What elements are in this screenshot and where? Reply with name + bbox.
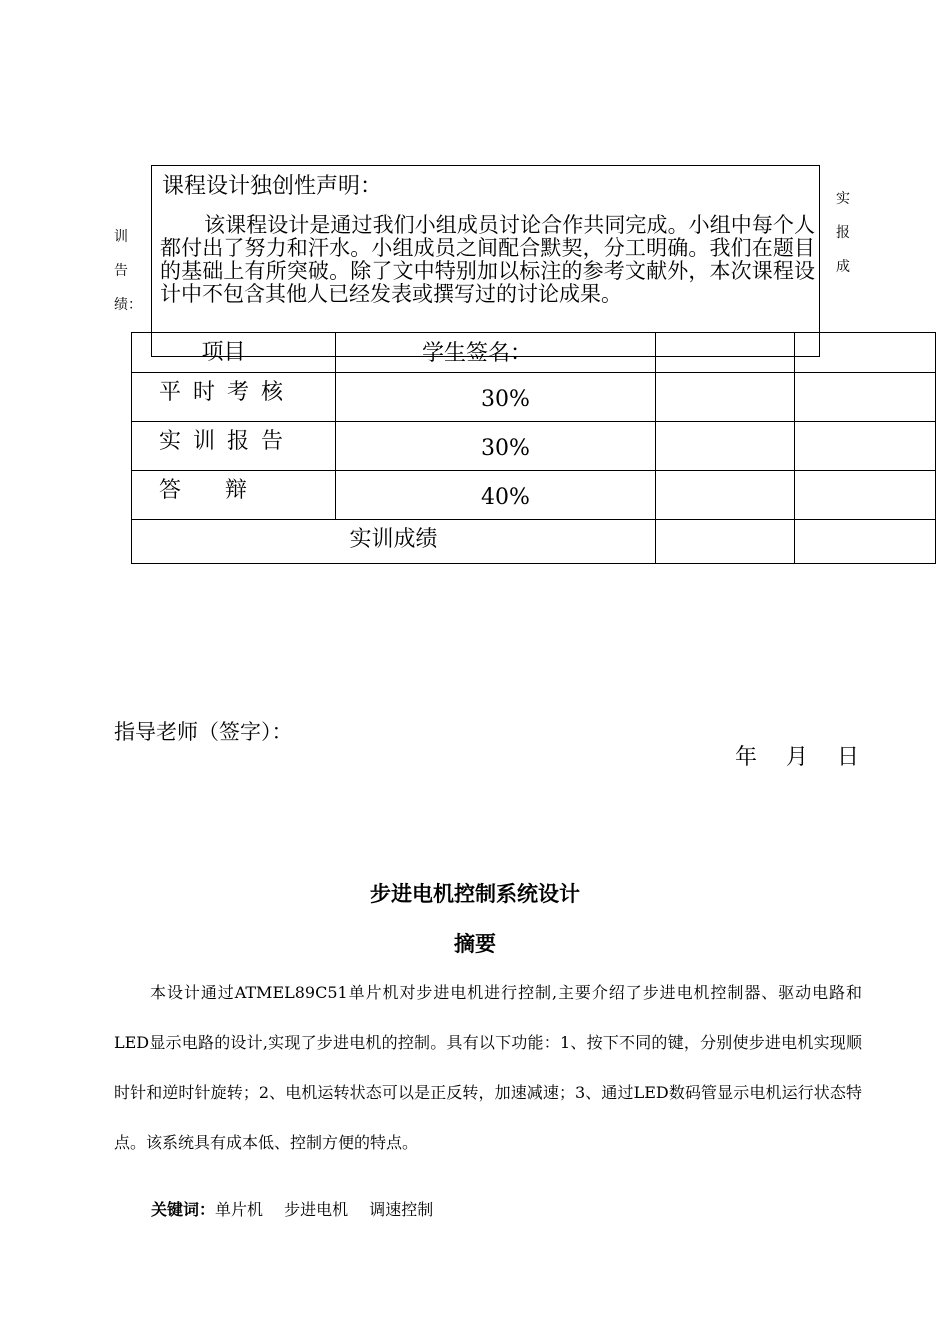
keywords-line — [151, 1197, 433, 1220]
side-right-char-1: 实 — [836, 191, 850, 207]
table-row — [132, 471, 936, 520]
row-blank — [795, 471, 936, 520]
document-title: 步进电机控制系统设计 — [370, 881, 580, 906]
advisor-signature-label: 指导老师（签字）： — [114, 720, 293, 744]
table-row — [132, 422, 936, 471]
date-label: 年 月 日 — [735, 745, 859, 770]
student-signature-label: 学生签名： — [422, 341, 533, 366]
row-item: 答 辩 — [132, 471, 336, 520]
row-blank — [795, 422, 936, 471]
row-blank — [656, 373, 795, 422]
row-blank — [795, 520, 936, 564]
abstract-heading: 摘要 — [454, 931, 496, 956]
abstract-paragraph: 本设计通过ATMEL89C51单片机对步进电机进行控制,主要介绍了步进电机控制器、驱动电路和LED显示电路的设计,实现了步进电机的控制。具有以下功能：1、按下不同的键，分别使步进电机实现顺时针和逆时针旋转；2、电机运转状态可以是正反转，加速减速；3、通过LED数码管显示电机运行状态特点。该系统具有成本低、控制方便的特点。 — [114, 983, 862, 1152]
declaration-body: 该课程设计是通过我们小组成员讨论合作共同完成。小组中每个人都付出了努力和汗水。小组成员之间配合默契，分工明确。我们在题目的基础上有所突破。除了文中特别加以标注的参考文献外，本次课程设计中不包含其他人已经发表或撰写过的讨论成果。 — [160, 213, 815, 306]
header-item: 项目 — [132, 333, 336, 373]
keywords-label: 关键词： — [151, 1200, 216, 1219]
side-text-right — [836, 182, 850, 284]
side-left-char-3: 绩： — [114, 297, 142, 313]
row-blank — [656, 422, 795, 471]
side-right-char-2: 报 — [836, 225, 850, 241]
row-ratio: 30% — [336, 373, 656, 422]
row-blank — [795, 373, 936, 422]
row-item: 平时考核 — [132, 373, 336, 422]
row-blank — [656, 471, 795, 520]
table-total-row — [132, 520, 936, 564]
total-label: 实训成绩 — [132, 520, 656, 564]
declaration-title: 课程设计独创性声明： — [162, 174, 383, 199]
row-ratio: 30% — [336, 422, 656, 471]
keywords-value: 单片机 步进电机 调速控制 — [215, 1200, 434, 1219]
score-table — [131, 332, 936, 564]
row-ratio: 40% — [336, 471, 656, 520]
row-item: 实训报告 — [132, 422, 336, 471]
side-right-char-3: 成 — [836, 259, 850, 275]
side-text-left — [114, 220, 142, 322]
table-row — [132, 373, 936, 422]
row-blank — [656, 520, 795, 564]
side-left-char-2: 告 — [114, 263, 128, 279]
side-left-char-1: 训 — [114, 229, 128, 245]
declaration-box — [151, 165, 820, 366]
